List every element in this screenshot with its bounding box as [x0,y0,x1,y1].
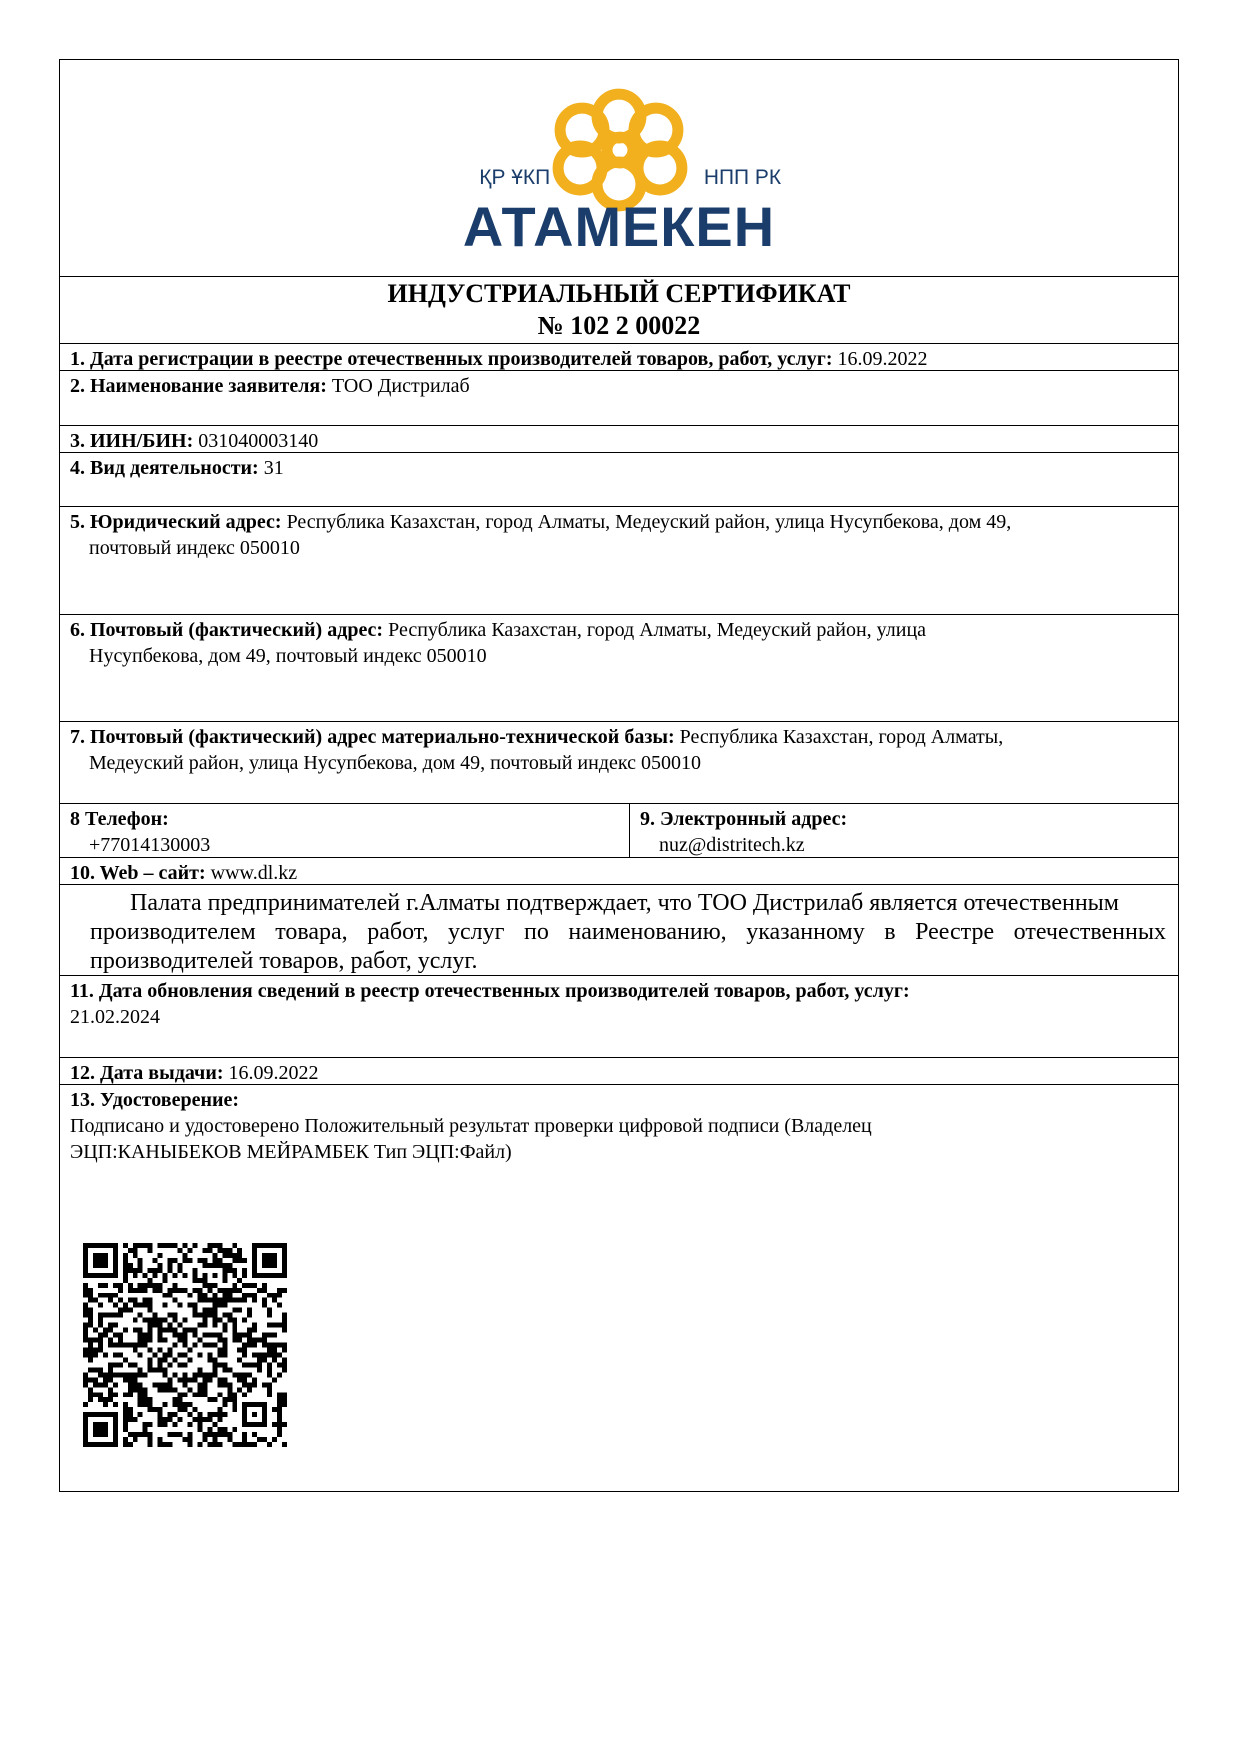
field-5-label: 5. Юридический адрес: [70,511,282,533]
field-3-label: 3. ИИН/БИН: [70,430,194,452]
field-website [60,858,1178,885]
field-7-label: 7. Почтовый (фактический) адрес материально-технической базы: [70,726,675,748]
field-13-label: 13. Удостоверение: [70,1089,240,1111]
certificate-frame [59,59,1179,1492]
qr-code-icon [83,1243,287,1447]
field-registration-date [60,344,1178,371]
field-11-label: 11. Дата обновления сведений в реестр отечественных производителей товаров, работ, услуг: [70,980,910,1002]
field-6-value-line1: Республика Казахстан, город Алматы, Медеуский район, улица [388,619,927,641]
field-certification [60,1085,1178,1491]
field-12-value: 16.09.2022 [228,1062,319,1084]
field-email [630,804,1178,857]
field-issue-date [60,1058,1178,1085]
field-contacts-row [60,804,1178,858]
field-13-value-line2: ЭЦП:КАНЫБЕКОВ МЕЙРАМБЕК Тип ЭЦП:Файл) [70,1141,512,1163]
logo-right-text: НПП РК [703,165,782,189]
field-7-value-line2: Медеуский район, улица Нусупбекова, дом 49, почтовый индекс 050010 [89,752,701,774]
logo-brand-text: АТАМЕКЕН [462,194,776,258]
statement-rest: производителем товара, работ, услуг по наименованию, указанному в Реестре отечественных производителей товаров, работ, услуг. [90,919,1166,974]
field-10-label: 10. Web – сайт: [70,862,206,884]
field-10-value: www.dl.kz [210,862,298,884]
field-9-label: 9. Электронный адрес: [640,808,848,830]
field-postal-address [60,615,1178,722]
field-13-value-line1: Подписано и удостоверено Положительный результат проверки цифровой подписи (Владелец [70,1115,872,1137]
field-3-value: 031040003140 [198,430,319,452]
confirmation-statement [60,885,1178,976]
field-phone [60,804,630,857]
field-11-value: 21.02.2024 [70,1006,160,1028]
field-legal-address [60,507,1178,615]
certificate-title: ИНДУСТРИАЛЬНЫЙ СЕРТИФИКАТ [387,279,851,308]
field-update-date [60,976,1178,1058]
emblem-icon [558,94,682,206]
field-activity-type [60,453,1178,507]
field-9-value: nuz@distritech.kz [659,834,805,856]
logo-left-text: ҚР ҰКП [479,165,551,189]
field-1-label: 1. Дата регистрации в реестре отечественных производителей товаров, работ, услуг: [70,348,833,370]
field-4-value: 31 [263,457,284,479]
field-2-value: ТОО Дистрилаб [331,375,470,397]
field-5-value-line1: Республика Казахстан, город Алматы, Медеуский район, улица Нусупбекова, дом 49, [286,511,1012,533]
field-base-address [60,722,1178,804]
field-applicant-name [60,371,1178,426]
field-4-label: 4. Вид деятельности: [70,457,259,479]
field-8-value: +77014130003 [89,834,211,856]
atameken-logo [60,60,1178,276]
field-12-label: 12. Дата выдачи: [70,1062,224,1084]
field-6-value-line2: Нусупбекова, дом 49, почтовый индекс 050010 [89,645,487,667]
statement-line-1: Палата предпринимателей г.Алматы подтверждает, что ТОО Дистрилаб является отечественным [130,890,1119,916]
field-iin-bin [60,426,1178,453]
field-8-label: 8 Телефон: [70,808,169,830]
field-2-label: 2. Наименование заявителя: [70,375,327,397]
field-1-value: 16.09.2022 [837,348,928,370]
certificate-number: № 102 2 00022 [537,311,701,340]
field-7-value-line1: Республика Казахстан, город Алматы, [679,726,1004,748]
certificate-title-block [60,276,1178,344]
field-5-value-line2: почтовый индекс 050010 [89,537,300,559]
logo-header [60,60,1178,277]
field-6-label: 6. Почтовый (фактический) адрес: [70,619,384,641]
